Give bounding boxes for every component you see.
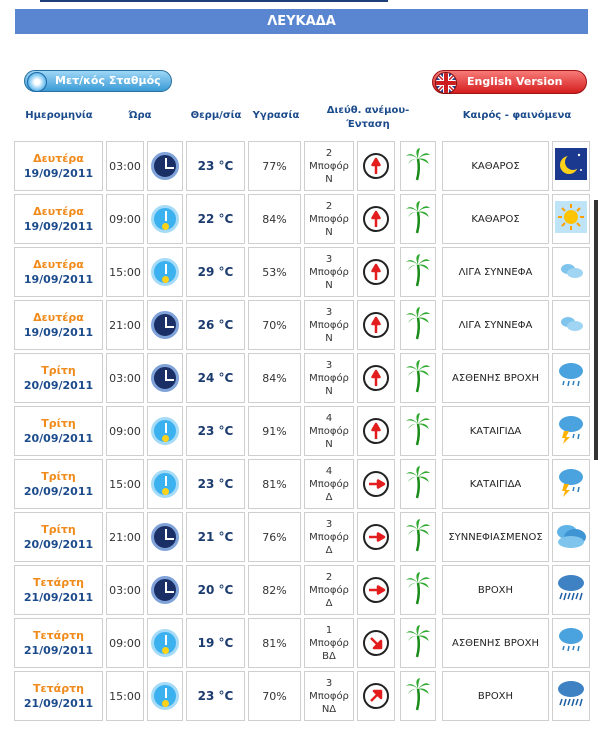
- wind-arrow-cell: [357, 565, 395, 615]
- temperature-cell: 24 °C: [186, 353, 245, 403]
- wind-direction: Δ: [325, 597, 333, 609]
- weather-description: ΛΙΓΑ ΣΥΝΝΕΦΑ: [442, 247, 549, 297]
- day-name: Τετάρτη: [33, 629, 84, 642]
- wind-beaufort: 3: [325, 253, 333, 265]
- date-cell: [14, 512, 103, 562]
- palm-tree-icon: [405, 412, 431, 450]
- date-cell: [14, 194, 103, 244]
- storm-icon: [555, 413, 587, 449]
- palm-cell: [400, 194, 436, 244]
- night-clock-icon: [151, 576, 179, 604]
- weather-description: ΚΑΘΑΡΟΣ: [442, 141, 549, 191]
- date-cell: [14, 353, 103, 403]
- time-cell: 09:00: [106, 406, 144, 456]
- weather-icon-cell: [552, 194, 590, 244]
- palm-cell: [400, 247, 436, 297]
- date-value: 20/09/2011: [23, 538, 94, 551]
- humidity-cell: 82%: [248, 565, 301, 615]
- day-name: Τετάρτη: [33, 682, 84, 695]
- time-cell: 03:00: [106, 565, 144, 615]
- date-value: 21/09/2011: [23, 591, 94, 604]
- wind-cell: [304, 194, 354, 244]
- page-title: ΛΕΥΚΑΔΑ: [15, 9, 588, 34]
- wind-cell: [304, 671, 354, 721]
- wind-arrow-cell: [357, 247, 395, 297]
- wind-beaufort: 3: [325, 306, 333, 318]
- wind-direction: Ν: [325, 332, 333, 344]
- date-value: 19/09/2011: [23, 326, 94, 339]
- wind-cell: [304, 618, 354, 668]
- palm-tree-icon: [405, 359, 431, 397]
- palm-cell: [400, 565, 436, 615]
- date-cell: [14, 565, 103, 615]
- wind-cell: [304, 406, 354, 456]
- light-rain-icon: [555, 360, 587, 396]
- palm-tree-icon: [405, 624, 431, 662]
- weather-icon-cell: [552, 459, 590, 509]
- weather-description: ΛΙΓΑ ΣΥΝΝΕΦΑ: [442, 300, 549, 350]
- wind-cell: [304, 353, 354, 403]
- wind-unit: Μποφόρ: [309, 213, 349, 225]
- palm-tree-icon: [405, 200, 431, 238]
- wind-beaufort: 2: [325, 200, 333, 212]
- temperature-cell: 22 °C: [186, 194, 245, 244]
- day-clock-icon: [151, 629, 179, 657]
- weather-icon-cell: [552, 141, 590, 191]
- header-wind: Διεύθ. ανέμου-Ένταση: [326, 105, 410, 130]
- wind-direction: Ν: [325, 173, 333, 185]
- few-clouds-icon: [555, 254, 587, 290]
- day-clock-icon: [151, 258, 179, 286]
- wind-arrow-cell: [357, 353, 395, 403]
- table-row: [14, 141, 590, 193]
- clock-cell: [147, 353, 183, 403]
- uk-flag-icon: [435, 72, 457, 94]
- wind-unit: Μποφόρ: [309, 637, 349, 649]
- clock-cell: [147, 194, 183, 244]
- table-row: [14, 194, 590, 246]
- table-row: [14, 300, 590, 352]
- time-cell: 15:00: [106, 671, 144, 721]
- weather-description: ΚΑΤΑΙΓΙΔΑ: [442, 406, 549, 456]
- rain-icon: [555, 572, 587, 608]
- temperature-cell: 26 °C: [186, 300, 245, 350]
- rain-icon: [555, 678, 587, 714]
- wind-beaufort: 3: [325, 518, 333, 530]
- header-humidity: Υγρασία: [252, 110, 300, 121]
- date-value: 19/09/2011: [23, 220, 94, 233]
- weather-description: ΣΥΝΝΕΦΙΑΣΜΕΝΟΣ: [442, 512, 549, 562]
- wind-cell: [304, 141, 354, 191]
- weather-icon-cell: [552, 353, 590, 403]
- palm-cell: [400, 300, 436, 350]
- temperature-cell: 20 °C: [186, 565, 245, 615]
- table-row: [14, 671, 590, 723]
- wind-unit: Μποφόρ: [309, 319, 349, 331]
- weather-description: ΑΣΘΕΝΗΣ ΒΡΟΧΗ: [442, 353, 549, 403]
- wind-arrow-icon: [363, 259, 389, 285]
- time-cell: 03:00: [106, 353, 144, 403]
- weather-icon-cell: [552, 300, 590, 350]
- wind-arrow-cell: [357, 512, 395, 562]
- clock-cell: [147, 247, 183, 297]
- time-cell: 21:00: [106, 512, 144, 562]
- time-cell: 15:00: [106, 459, 144, 509]
- wind-unit: Μποφόρ: [309, 372, 349, 384]
- temperature-cell: 23 °C: [186, 459, 245, 509]
- header-time: Ώρα: [128, 110, 152, 121]
- station-button[interactable]: [24, 70, 172, 92]
- humidity-cell: 91%: [248, 406, 301, 456]
- temperature-cell: 23 °C: [186, 406, 245, 456]
- wind-arrow-icon: [363, 471, 389, 497]
- humidity-cell: 84%: [248, 353, 301, 403]
- time-cell: 09:00: [106, 618, 144, 668]
- date-value: 21/09/2011: [23, 644, 94, 657]
- wind-cell: [304, 512, 354, 562]
- wind-unit: Μποφόρ: [309, 478, 349, 490]
- wind-unit: Μποφόρ: [309, 531, 349, 543]
- table-row: [14, 565, 590, 617]
- day-clock-icon: [151, 682, 179, 710]
- weather-icon-cell: [552, 618, 590, 668]
- day-name: Τετάρτη: [33, 576, 84, 589]
- humidity-cell: 77%: [248, 141, 301, 191]
- wind-beaufort: 3: [325, 359, 333, 371]
- wind-unit: Μποφόρ: [309, 584, 349, 596]
- day-name: Δευτέρα: [33, 205, 84, 218]
- wind-arrow-cell: [357, 671, 395, 721]
- station-button-label: Μετ/κός Σταθμός: [55, 74, 161, 87]
- date-cell: [14, 300, 103, 350]
- wind-arrow-cell: [357, 406, 395, 456]
- wind-cell: [304, 300, 354, 350]
- date-value: 19/09/2011: [23, 273, 94, 286]
- wind-direction: Ν: [325, 226, 333, 238]
- date-value: 20/09/2011: [23, 432, 94, 445]
- humidity-cell: 76%: [248, 512, 301, 562]
- date-cell: [14, 247, 103, 297]
- wind-beaufort: 2: [325, 571, 333, 583]
- header-weather: Καιρός - φαινόμενα: [462, 110, 572, 121]
- clock-cell: [147, 406, 183, 456]
- night-clock-icon: [151, 152, 179, 180]
- clock-cell: [147, 671, 183, 721]
- station-icon: [27, 72, 47, 92]
- night-clock-icon: [151, 523, 179, 551]
- palm-cell: [400, 512, 436, 562]
- temperature-cell: 29 °C: [186, 247, 245, 297]
- clock-cell: [147, 618, 183, 668]
- date-value: 20/09/2011: [23, 379, 94, 392]
- clock-cell: [147, 565, 183, 615]
- wind-arrow-icon: [363, 206, 389, 232]
- palm-cell: [400, 406, 436, 456]
- clock-cell: [147, 459, 183, 509]
- date-cell: [14, 671, 103, 721]
- table-row: [14, 353, 590, 405]
- wind-direction: Ν: [325, 385, 333, 397]
- english-version-label: English Version: [467, 75, 563, 88]
- weather-description: ΒΡΟΧΗ: [442, 671, 549, 721]
- day-name: Δευτέρα: [33, 311, 84, 324]
- few-clouds-icon: [555, 307, 587, 343]
- palm-tree-icon: [405, 571, 431, 609]
- palm-cell: [400, 459, 436, 509]
- day-clock-icon: [151, 417, 179, 445]
- clock-cell: [147, 300, 183, 350]
- weather-description: ΚΑΘΑΡΟΣ: [442, 194, 549, 244]
- wind-beaufort: 3: [325, 677, 333, 689]
- wind-direction: Ν: [325, 279, 333, 291]
- header-temp: Θερμ/σία: [190, 110, 242, 121]
- weather-description: ΚΑΤΑΙΓΙΔΑ: [442, 459, 549, 509]
- wind-beaufort: 4: [325, 412, 333, 424]
- weather-icon-cell: [552, 671, 590, 721]
- scrollbar[interactable]: [594, 200, 598, 460]
- palm-tree-icon: [405, 518, 431, 556]
- wind-arrow-icon: [363, 418, 389, 444]
- wind-beaufort: 1: [325, 624, 333, 636]
- weather-icon-cell: [552, 247, 590, 297]
- wind-arrow-cell: [357, 300, 395, 350]
- weather-icon-cell: [552, 512, 590, 562]
- top-divider: [40, 0, 388, 2]
- date-cell: [14, 406, 103, 456]
- table-row: [14, 247, 590, 299]
- header-date: Ημερομηνία: [25, 110, 93, 121]
- palm-tree-icon: [405, 253, 431, 291]
- humidity-cell: 81%: [248, 459, 301, 509]
- day-name: Δευτέρα: [33, 258, 84, 271]
- day-name: Δευτέρα: [33, 152, 84, 165]
- wind-direction: Δ: [325, 491, 333, 503]
- palm-tree-icon: [405, 306, 431, 344]
- wind-cell: [304, 247, 354, 297]
- date-value: 19/09/2011: [23, 167, 94, 180]
- palm-cell: [400, 618, 436, 668]
- wind-direction: ΒΔ: [322, 650, 336, 662]
- wind-arrow-icon: [363, 153, 389, 179]
- humidity-cell: 84%: [248, 194, 301, 244]
- palm-cell: [400, 141, 436, 191]
- cloudy-icon: [555, 519, 587, 555]
- time-cell: 21:00: [106, 300, 144, 350]
- table-row: [14, 618, 590, 670]
- day-name: Τρίτη: [41, 417, 76, 430]
- date-cell: [14, 618, 103, 668]
- palm-tree-icon: [405, 147, 431, 185]
- wind-arrow-icon: [363, 630, 389, 656]
- wind-direction: ΝΔ: [321, 703, 337, 715]
- date-value: 20/09/2011: [23, 485, 94, 498]
- date-value: 21/09/2011: [23, 697, 94, 710]
- humidity-cell: 70%: [248, 300, 301, 350]
- wind-arrow-icon: [363, 683, 389, 709]
- table-row: [14, 406, 590, 458]
- temperature-cell: 23 °C: [186, 671, 245, 721]
- time-cell: 03:00: [106, 141, 144, 191]
- humidity-cell: 53%: [248, 247, 301, 297]
- wind-direction: Δ: [325, 544, 333, 556]
- date-cell: [14, 459, 103, 509]
- temperature-cell: 19 °C: [186, 618, 245, 668]
- wind-cell: [304, 565, 354, 615]
- weather-icon-cell: [552, 406, 590, 456]
- wind-beaufort: 2: [325, 147, 333, 159]
- day-name: Τρίτη: [41, 470, 76, 483]
- night-clock-icon: [151, 311, 179, 339]
- table-row: [14, 512, 590, 564]
- wind-arrow-cell: [357, 618, 395, 668]
- light-rain-icon: [555, 625, 587, 661]
- english-version-button[interactable]: [432, 70, 587, 94]
- table-row: [14, 459, 590, 511]
- day-name: Τρίτη: [41, 364, 76, 377]
- wind-arrow-cell: [357, 194, 395, 244]
- humidity-cell: 70%: [248, 671, 301, 721]
- day-clock-icon: [151, 205, 179, 233]
- wind-arrow-cell: [357, 459, 395, 509]
- temperature-cell: 21 °C: [186, 512, 245, 562]
- wind-direction: Ν: [325, 438, 333, 450]
- wind-arrow-icon: [363, 577, 389, 603]
- time-cell: 09:00: [106, 194, 144, 244]
- palm-tree-icon: [405, 677, 431, 715]
- day-clock-icon: [151, 470, 179, 498]
- clock-cell: [147, 512, 183, 562]
- wind-arrow-icon: [363, 524, 389, 550]
- weather-description: ΑΣΘΕΝΗΣ ΒΡΟΧΗ: [442, 618, 549, 668]
- humidity-cell: 81%: [248, 618, 301, 668]
- sun-icon: [555, 201, 587, 237]
- wind-cell: [304, 459, 354, 509]
- clock-cell: [147, 141, 183, 191]
- palm-cell: [400, 353, 436, 403]
- palm-cell: [400, 671, 436, 721]
- wind-unit: Μποφόρ: [309, 425, 349, 437]
- day-name: Τρίτη: [41, 523, 76, 536]
- moon-icon: [555, 148, 587, 184]
- weather-icon-cell: [552, 565, 590, 615]
- storm-icon: [555, 466, 587, 502]
- wind-arrow-icon: [363, 365, 389, 391]
- time-cell: 15:00: [106, 247, 144, 297]
- weather-description: ΒΡΟΧΗ: [442, 565, 549, 615]
- wind-arrow-icon: [363, 312, 389, 338]
- night-clock-icon: [151, 364, 179, 392]
- wind-arrow-cell: [357, 141, 395, 191]
- date-cell: [14, 141, 103, 191]
- wind-unit: Μποφόρ: [309, 690, 349, 702]
- palm-tree-icon: [405, 465, 431, 503]
- wind-unit: Μποφόρ: [309, 266, 349, 278]
- temperature-cell: 23 °C: [186, 141, 245, 191]
- wind-unit: Μποφόρ: [309, 160, 349, 172]
- wind-beaufort: 4: [325, 465, 333, 477]
